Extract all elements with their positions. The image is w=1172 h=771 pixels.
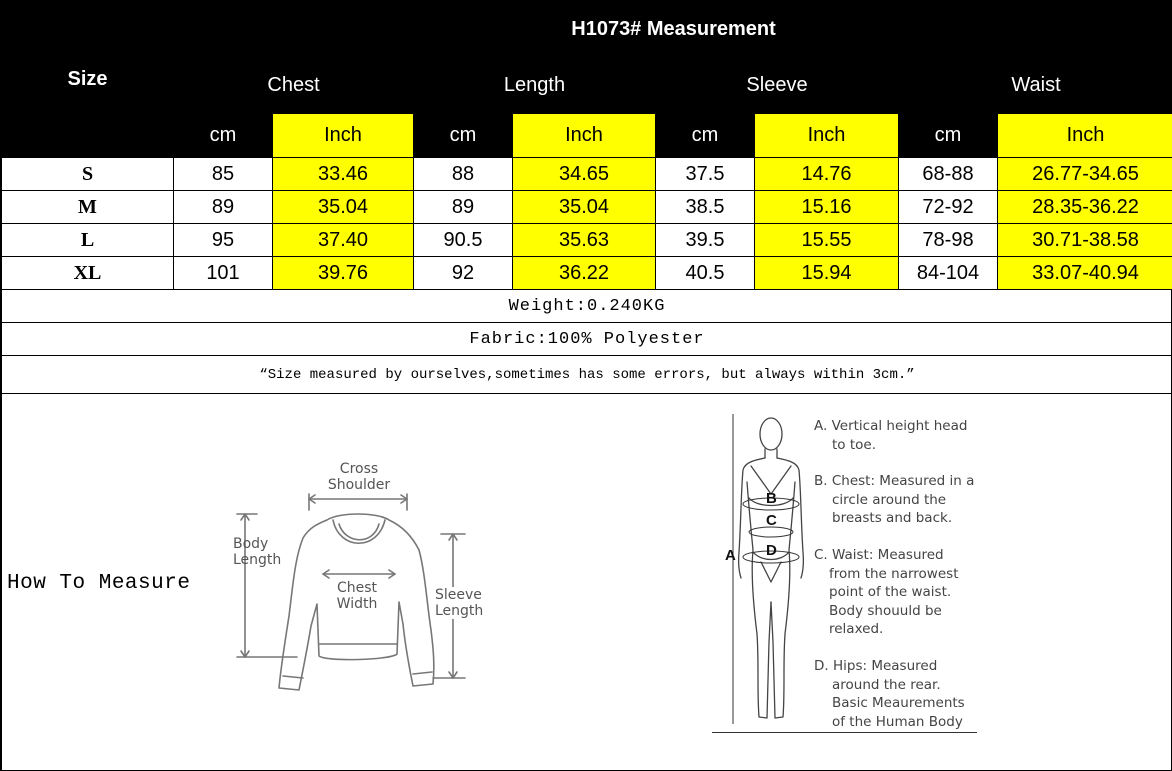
unit-header-cm: cm — [656, 114, 755, 158]
legend-c-line4: Body shouuld be — [829, 602, 942, 619]
chest-width-line1: Chest — [336, 580, 378, 596]
marker-c: C — [766, 512, 777, 529]
measurement-table — [1, 1, 1172, 290]
table-row — [2, 224, 1172, 257]
sleeve-cm-cell: 37.5 — [656, 158, 755, 191]
sleeve-cm-cell: 39.5 — [656, 224, 755, 257]
legend-b-line3: breasts and back. — [832, 510, 953, 526]
legend-d-line3: Basic Meaurements — [832, 695, 965, 711]
length-cm-cell: 92 — [414, 257, 513, 290]
body-length-label — [233, 536, 281, 568]
length-cm-cell: 89 — [414, 191, 513, 224]
waist-cm-cell: 68-88 — [899, 158, 998, 191]
unit-header-inch: Inch — [513, 114, 656, 158]
table-row — [2, 257, 1172, 290]
legend-b-line2: circle around the — [832, 491, 947, 508]
legend-d-line1: D. Hips: Measured — [814, 658, 938, 674]
waist-inch-cell: 33.07-40.94 — [998, 257, 1172, 290]
length-cm-cell: 88 — [414, 158, 513, 191]
chest-cm-cell: 101 — [174, 257, 273, 290]
unit-header-cm: cm — [174, 114, 273, 158]
waist-cm-cell: 84-104 — [899, 257, 998, 290]
waist-cm-cell: 78-98 — [899, 224, 998, 257]
group-header-waist: Waist — [899, 57, 1172, 114]
marker-b: B — [766, 490, 777, 507]
table-row — [2, 191, 1172, 224]
table-row — [2, 158, 1172, 191]
waist-inch-cell: 30.71-38.58 — [998, 224, 1172, 257]
unit-header-inch: Inch — [998, 114, 1172, 158]
sleeve-inch-cell: 15.16 — [755, 191, 899, 224]
chest-cm-cell: 89 — [174, 191, 273, 224]
sleeve-length-line1: Sleeve — [435, 587, 482, 603]
marker-d: D — [766, 542, 777, 559]
group-header-sleeve: Sleeve — [656, 57, 899, 114]
legend-c-line2: from the narrowest — [829, 565, 959, 582]
legend-b-line1: B. Chest: Measured in a — [814, 473, 975, 489]
length-inch-cell: 34.65 — [513, 158, 656, 191]
length-inch-cell: 35.04 — [513, 191, 656, 224]
body-length-line2: Length — [233, 552, 282, 568]
sleeve-inch-cell: 15.55 — [755, 224, 899, 257]
chest-cm-cell: 85 — [174, 158, 273, 191]
chest-cm-cell: 95 — [174, 224, 273, 257]
waist-inch-cell: 28.35-36.22 — [998, 191, 1172, 224]
legend-c-line5: relaxed. — [829, 621, 884, 637]
cross-shoulder-line2: Shoulder — [327, 477, 391, 493]
size-header: Size — [2, 2, 174, 158]
chest-inch-cell: 33.46 — [273, 158, 414, 191]
legend-d-line4: of the Human Body — [832, 713, 963, 730]
figure-baseline — [712, 732, 977, 733]
tolerance-note: “Size measured by ourselves,sometimes has some errors, but always within 3cm.” — [1, 356, 1172, 394]
legend-d-line2: around the rear. — [832, 676, 941, 693]
unit-header-cm: cm — [414, 114, 513, 158]
table-title: H1073# Measurement — [174, 2, 1172, 57]
size-cell: XL — [2, 257, 174, 290]
sleeve-cm-cell: 38.5 — [656, 191, 755, 224]
legend-c-line3: point of the waist. — [829, 584, 952, 600]
size-cell: L — [2, 224, 174, 257]
chest-inch-cell: 39.76 — [273, 257, 414, 290]
waist-cm-cell: 72-92 — [899, 191, 998, 224]
length-inch-cell: 35.63 — [513, 224, 656, 257]
waist-inch-cell: 26.77-34.65 — [998, 158, 1172, 191]
sleeve-length-line2: Length — [435, 603, 484, 619]
cross-shoulder-line1: Cross — [339, 461, 379, 477]
group-header-length: Length — [414, 57, 656, 114]
sleeve-cm-cell: 40.5 — [656, 257, 755, 290]
garment-diagram — [227, 454, 497, 694]
unit-header-cm: cm — [899, 114, 998, 158]
sleeve-length-label — [435, 587, 483, 619]
legend-c-line1: C. Waist: Measured — [814, 547, 944, 563]
body-length-line1: Body — [233, 536, 269, 552]
size-cell: M — [2, 191, 174, 224]
fabric-row: Fabric:100% Polyester — [1, 323, 1172, 356]
sleeve-inch-cell: 14.76 — [755, 158, 899, 191]
length-cm-cell: 90.5 — [414, 224, 513, 257]
unit-header-inch: Inch — [755, 114, 899, 158]
chest-inch-cell: 37.40 — [273, 224, 414, 257]
chest-inch-cell: 35.04 — [273, 191, 414, 224]
length-inch-cell: 36.22 — [513, 257, 656, 290]
unit-header-inch: Inch — [273, 114, 414, 158]
group-header-chest: Chest — [174, 57, 414, 114]
marker-a: A — [725, 547, 736, 564]
how-to-measure-title: How To Measure — [7, 572, 191, 595]
legend-a-line1: A. Vertical height head — [814, 418, 968, 434]
size-cell: S — [2, 158, 174, 191]
body-figure-illustration — [727, 412, 817, 737]
weight-row: Weight:0.240KG — [1, 290, 1172, 323]
cross-shoulder-label — [319, 461, 399, 493]
sleeve-inch-cell: 15.94 — [755, 257, 899, 290]
how-to-measure-section — [1, 394, 1172, 771]
chest-width-line2: Width — [336, 596, 378, 612]
chest-width-label — [327, 580, 387, 612]
legend-a-line2: to toe. — [832, 436, 876, 453]
